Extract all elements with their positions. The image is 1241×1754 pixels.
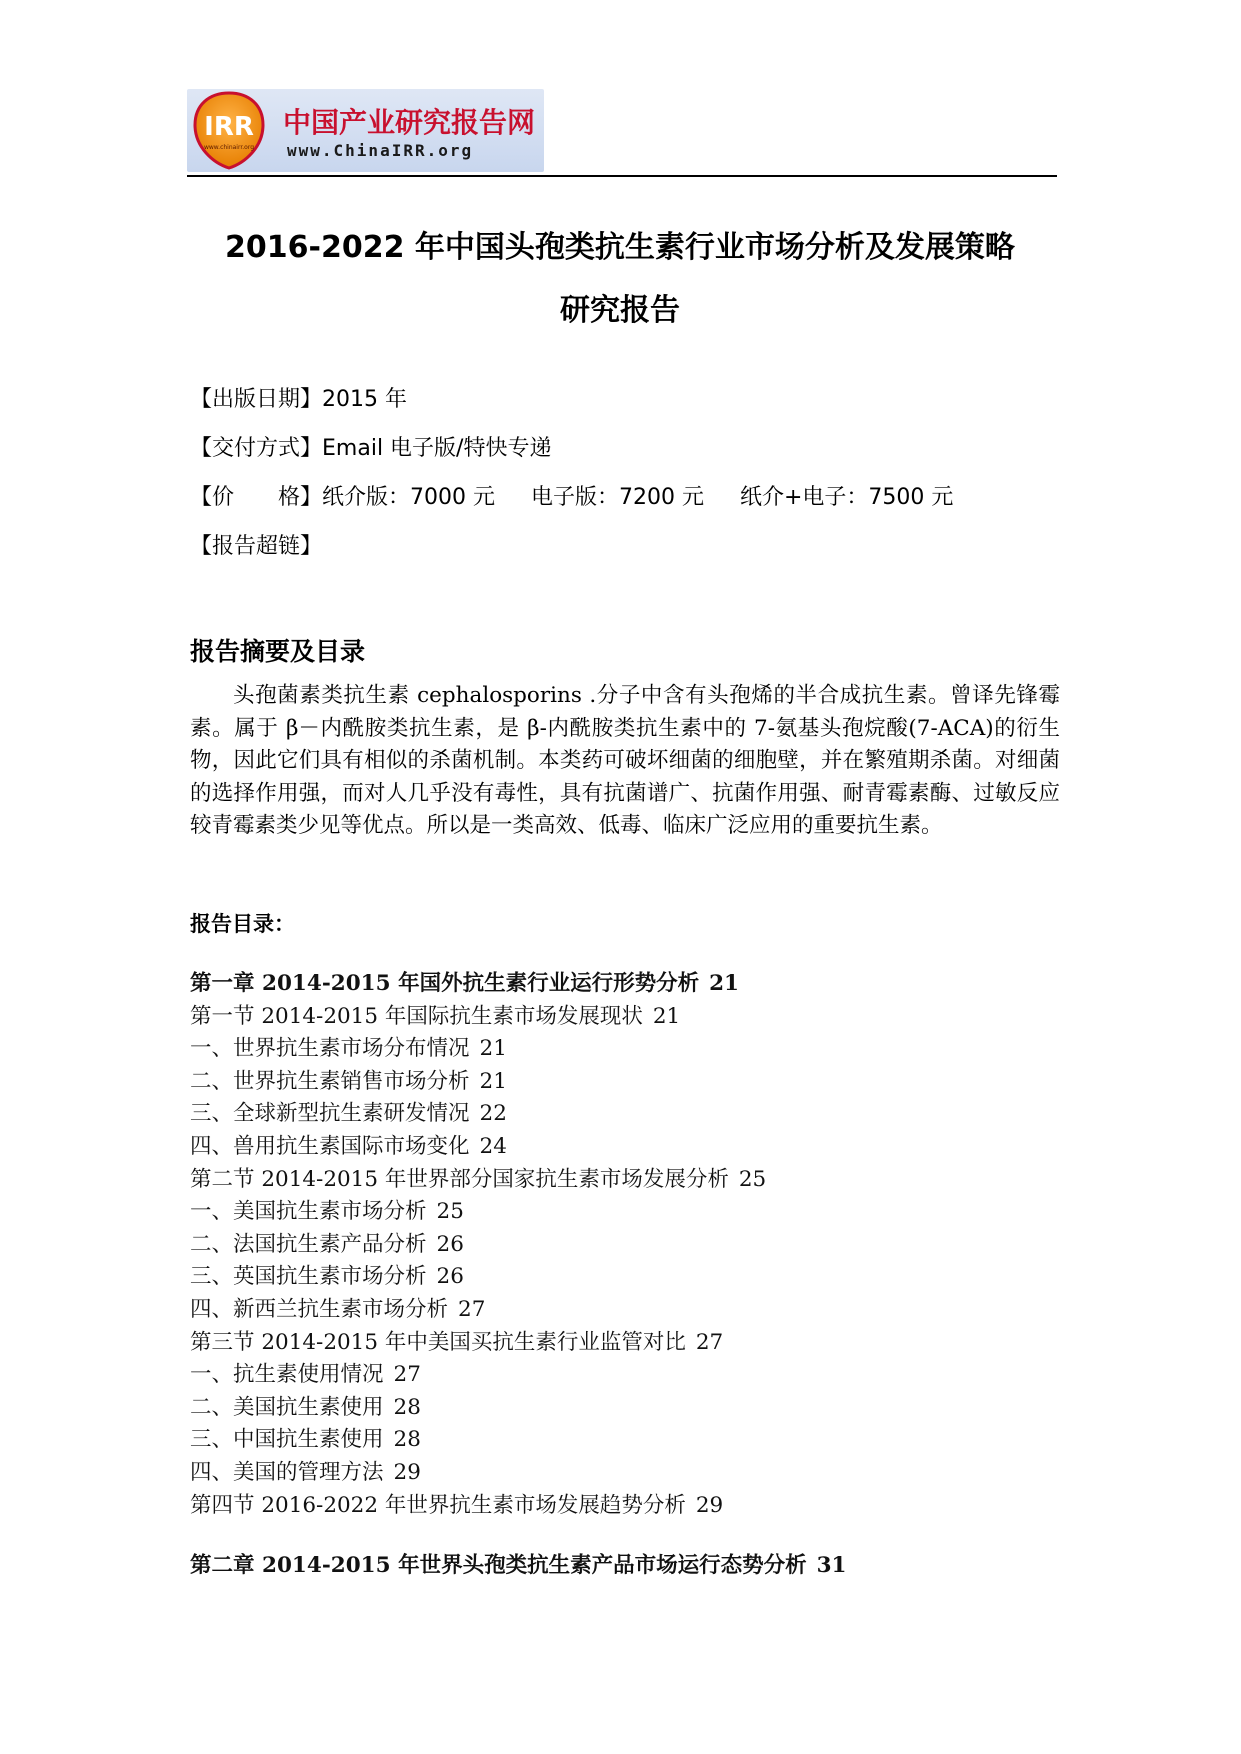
svg-text:www.chinairr.org: www.chinairr.org bbox=[203, 144, 255, 151]
toc-page-number: 29 bbox=[695, 1492, 724, 1518]
toc-page-number: 28 bbox=[393, 1427, 421, 1453]
toc-section[interactable] bbox=[190, 1001, 1070, 1034]
toc-label: 报告目录： bbox=[190, 912, 295, 936]
price-label: 【价 格】 bbox=[190, 485, 323, 510]
toc-item[interactable] bbox=[190, 1033, 1070, 1066]
toc-page-number: 26 bbox=[436, 1264, 464, 1290]
publish-date-label: 【出版日期】 bbox=[190, 387, 323, 412]
price-electronic: 电子版：7200 元 bbox=[531, 485, 704, 510]
toc-page-number: 25 bbox=[738, 1166, 767, 1192]
toc-entry-text: 第一章 2014-2015 年国外抗生素行业运行形势分析 bbox=[190, 971, 700, 996]
toc-item[interactable] bbox=[190, 1294, 1070, 1327]
toc-page-number: 25 bbox=[436, 1199, 464, 1225]
toc-section[interactable] bbox=[190, 1490, 1070, 1523]
report-title-line1: 2016-2022 年中国头孢类抗生素行业市场分析及发展策略 bbox=[225, 230, 1015, 265]
toc-item[interactable] bbox=[190, 1424, 1070, 1457]
toc-entry-text: 第二章 2014-2015 年世界头孢类抗生素产品市场运行态势分析 bbox=[190, 1553, 807, 1579]
delivery-label: 【交付方式】 bbox=[190, 436, 323, 461]
toc-section[interactable] bbox=[190, 1164, 1070, 1197]
toc-page-number: 24 bbox=[479, 1133, 507, 1159]
delivery-value: Email 电子版/特快专递 bbox=[322, 436, 552, 461]
site-logo[interactable] bbox=[187, 89, 544, 172]
toc-item[interactable] bbox=[190, 1392, 1070, 1425]
toc-entry-text: 一、美国抗生素市场分析 bbox=[190, 1199, 427, 1225]
toc-page-number: 27 bbox=[695, 1329, 724, 1355]
toc-chapter[interactable] bbox=[190, 1550, 1070, 1583]
publish-date bbox=[190, 382, 407, 413]
table-of-contents bbox=[190, 968, 1070, 1583]
toc-item[interactable] bbox=[190, 1261, 1070, 1294]
toc-page-number: 31 bbox=[816, 1553, 847, 1579]
report-hyperlink[interactable] bbox=[190, 529, 322, 560]
toc-page-number: 27 bbox=[458, 1296, 486, 1322]
brand-url[interactable]: www.ChinaIRR.org bbox=[287, 141, 474, 160]
toc-item[interactable] bbox=[190, 1196, 1070, 1229]
toc-page-number: 29 bbox=[393, 1459, 421, 1485]
toc-page-number: 21 bbox=[709, 971, 739, 996]
toc-entry-text: 第二节 2014-2015 年世界部分国家抗生素市场发展分析 bbox=[190, 1166, 729, 1192]
toc-page-number: 21 bbox=[652, 1003, 681, 1029]
toc-item[interactable] bbox=[190, 1359, 1070, 1392]
toc-entry-text: 第四节 2016-2022 年世界抗生素市场发展趋势分析 bbox=[190, 1492, 686, 1518]
toc-entry-text: 二、美国抗生素使用 bbox=[190, 1394, 384, 1420]
toc-item[interactable] bbox=[190, 1131, 1070, 1164]
toc-entry-text: 四、新西兰抗生素市场分析 bbox=[190, 1296, 449, 1322]
header-divider bbox=[187, 175, 1057, 177]
toc-page-number: 27 bbox=[393, 1362, 421, 1388]
toc-entry-text: 一、世界抗生素市场分布情况 bbox=[190, 1036, 470, 1062]
toc-page-number: 28 bbox=[393, 1394, 421, 1420]
toc-section[interactable] bbox=[190, 1327, 1070, 1360]
abstract-body: 头孢菌素类抗生素 cephalosporins .分子中含有头孢烯的半合成抗生素。曾译先锋霉素。属于 β－内酰胺类抗生素，是 β-内酰胺类抗生素中的 7-氨基头孢烷酸(7-ACA)的衍生物，因此它们具有相似的杀菌机制。本类药可破坏细菌的细胞壁，并在繁殖期杀菌。对细菌的选择作用强，而对人几乎没有毒性，具有抗菌谱广、抗菌作用强、耐青霉素酶、过敏反应较青霉素类少见等优点。所以是一类高效、低毒、临床广泛应用的重要抗生素。 bbox=[190, 683, 1060, 838]
toc-entry-text: 三、英国抗生素市场分析 bbox=[190, 1264, 427, 1290]
report-title-line2: 研究报告 bbox=[560, 293, 680, 328]
delivery-method bbox=[190, 431, 551, 462]
toc-item[interactable] bbox=[190, 1457, 1070, 1490]
toc-page-number: 22 bbox=[479, 1101, 507, 1127]
toc-item[interactable] bbox=[190, 1066, 1070, 1099]
toc-item[interactable] bbox=[190, 1098, 1070, 1131]
price-row bbox=[190, 480, 953, 511]
toc-page-number: 21 bbox=[479, 1068, 507, 1094]
abstract-heading: 报告摘要及目录 bbox=[190, 637, 366, 666]
toc-entry-text: 第一节 2014-2015 年国际抗生素市场发展现状 bbox=[190, 1003, 643, 1029]
toc-chapter[interactable] bbox=[190, 968, 1070, 1001]
toc-entry-text: 四、美国的管理方法 bbox=[190, 1459, 384, 1485]
report-link-label[interactable]: 【报告超链】 bbox=[190, 534, 323, 559]
toc-page-number: 21 bbox=[479, 1036, 507, 1062]
price-paper: 纸介版：7000 元 bbox=[322, 485, 495, 510]
toc-entry-text: 第三节 2014-2015 年中美国买抗生素行业监管对比 bbox=[190, 1329, 686, 1355]
toc-item[interactable] bbox=[190, 1229, 1070, 1262]
toc-entry-text: 二、世界抗生素销售市场分析 bbox=[190, 1068, 470, 1094]
toc-page-number: 26 bbox=[436, 1231, 464, 1257]
toc-entry-text: 四、兽用抗生素国际市场变化 bbox=[190, 1133, 470, 1159]
brand-name: 中国产业研究报告网 bbox=[283, 106, 536, 139]
publish-date-value: 2015 年 bbox=[322, 387, 407, 412]
toc-entry-text: 二、法国抗生素产品分析 bbox=[190, 1231, 427, 1257]
irr-badge-icon bbox=[191, 91, 267, 170]
toc-entry-text: 三、全球新型抗生素研发情况 bbox=[190, 1101, 470, 1127]
svg-text:IRR: IRR bbox=[204, 112, 254, 142]
toc-entry-text: 一、抗生素使用情况 bbox=[190, 1362, 384, 1388]
toc-entry-text: 三、中国抗生素使用 bbox=[190, 1427, 384, 1453]
price-bundle: 纸介+电子：7500 元 bbox=[739, 485, 954, 510]
